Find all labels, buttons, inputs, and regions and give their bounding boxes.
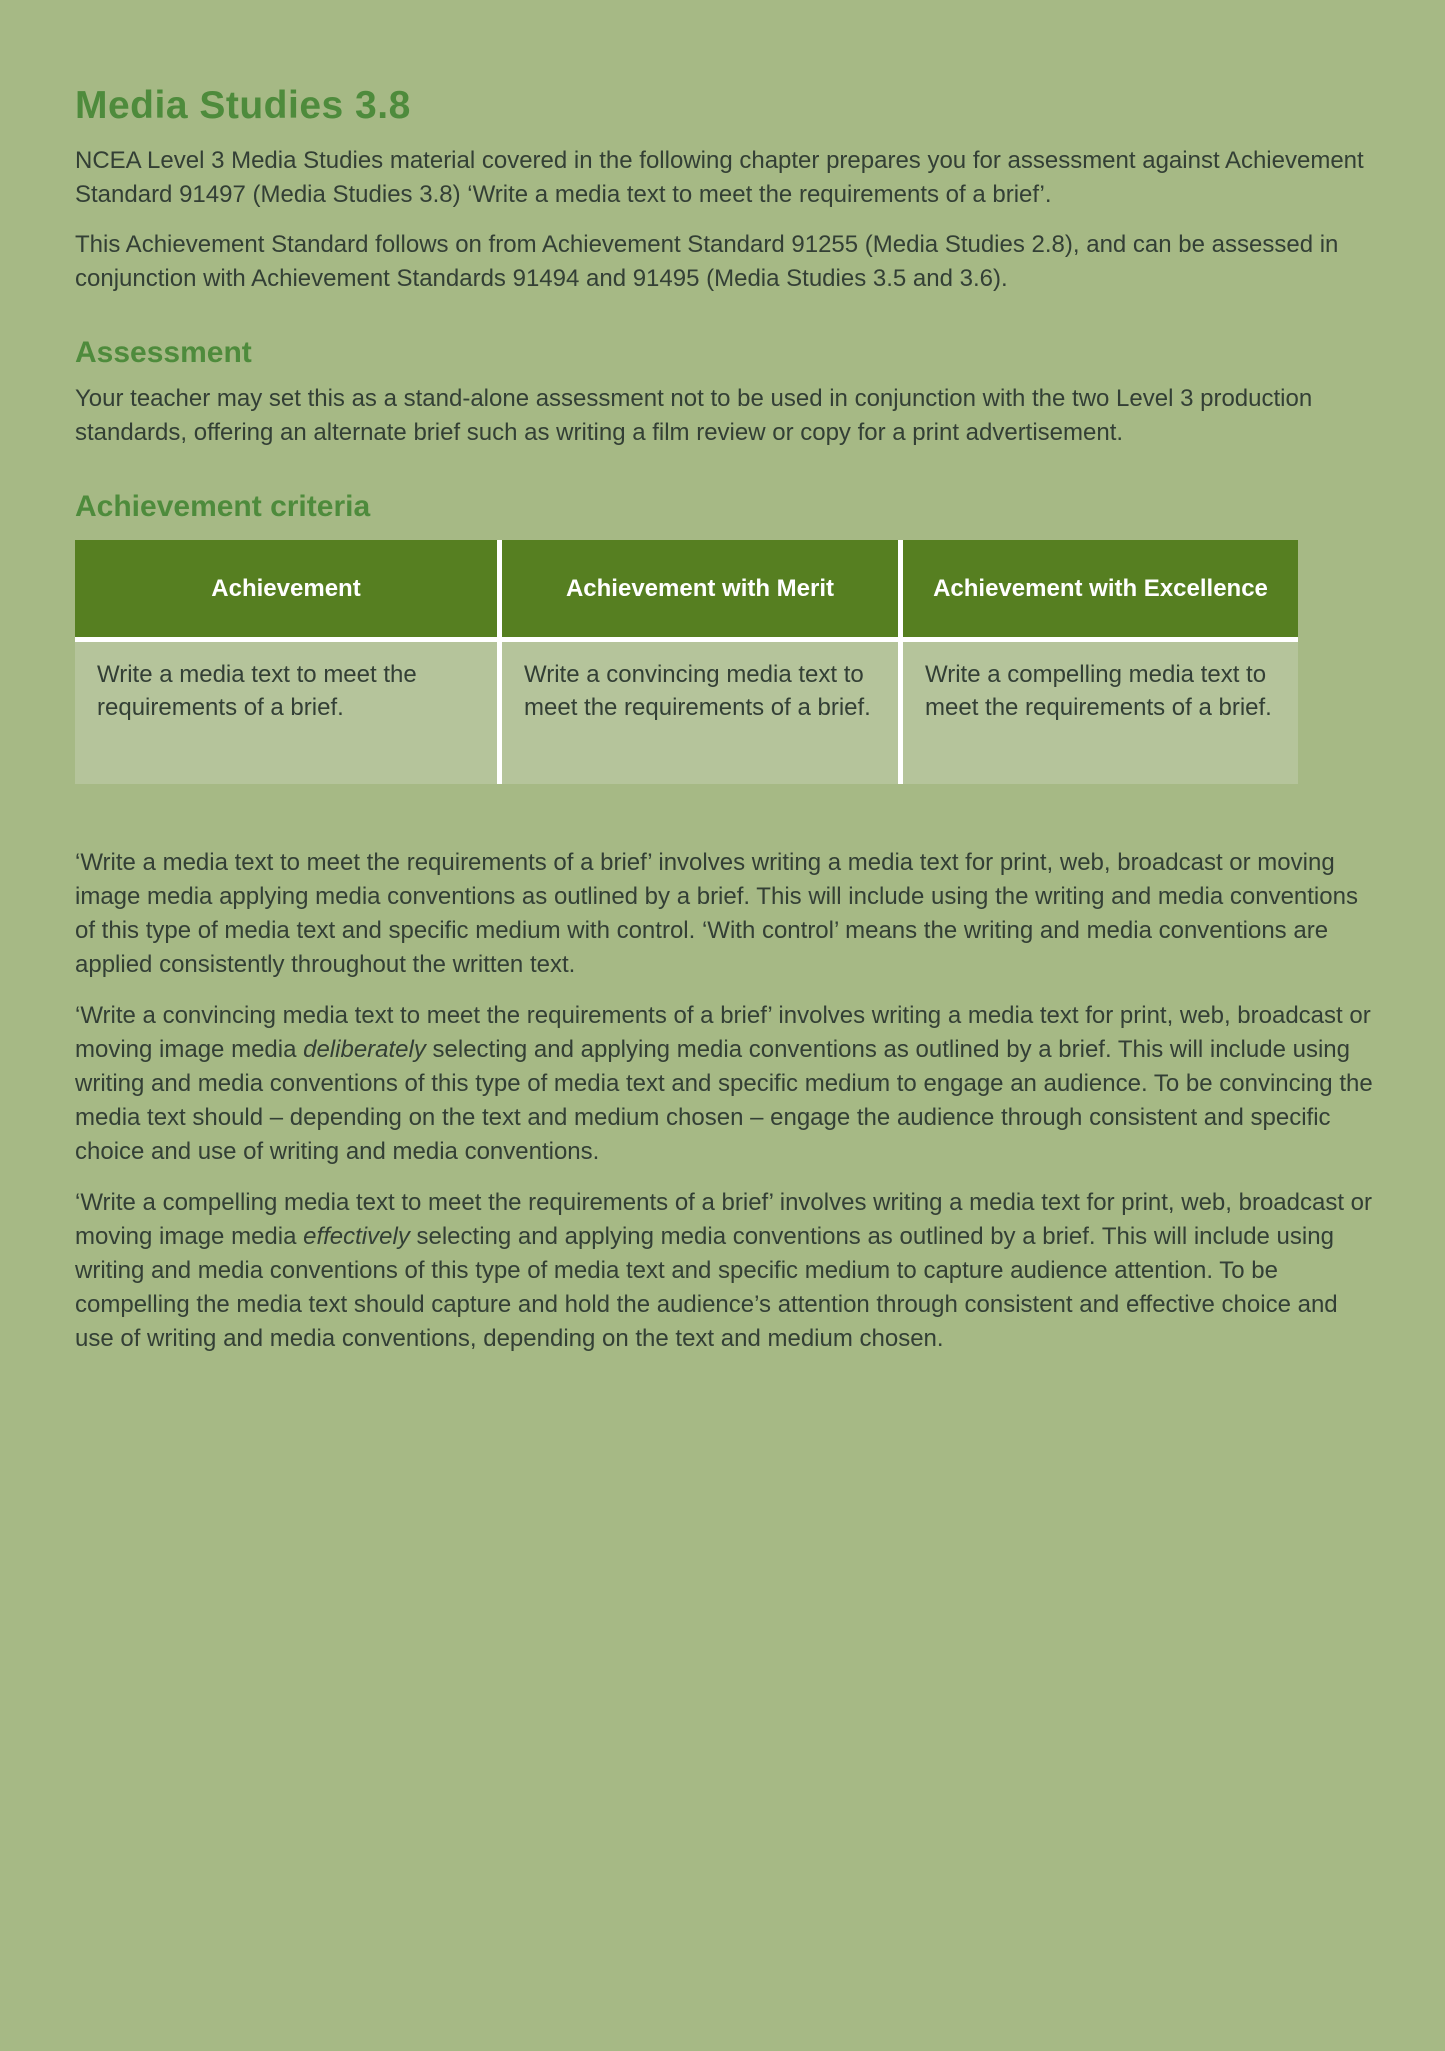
table-header-achievement: Achievement	[75, 540, 497, 637]
table-header-merit: Achievement with Merit	[502, 540, 898, 637]
table-cell-merit: Write a convincing media text to meet the requirements of a brief.	[502, 642, 898, 784]
table-header-excellence: Achievement with Excellence	[903, 540, 1298, 637]
explanation-excellence: ‘Write a compelling media text to meet the requirements of a brief’ involves writing a media text for print, web, broadcast or moving image media effectively selecting and applying media conventions as outlined by a brief. This will include using writing and media conventions of this type of media text and specific medium to capture audience attention. To be compelling the media text should capture and hold the audience’s attention through consistent and effective choice and use of writing and media conventions, depending on the text and medium chosen.	[75, 1189, 1373, 1352]
criteria-explanations	[75, 846, 1380, 1356]
table-cell-achievement: Write a media text to meet the requirements of a brief.	[75, 642, 497, 784]
intro-paragraph-2: This Achievement Standard follows on from Achievement Standard 91255 (Media Studies 2.8), and can be assessed in conjunction with Achievement Standards 91494 and 91495 (Media Studies 3.5 and 3.6).	[75, 231, 1339, 292]
table-cell-excellence: Write a compelling media text to meet the requirements of a brief.	[903, 642, 1298, 784]
explanation-merit: ‘Write a convincing media text to meet the requirements of a brief’ involves writing a media text for print, web, broadcast or moving image media deliberately selecting and applying media conventions as outlined by a brief. This will include using writing and media conventions of this type of media text and specific medium to engage an audience. To be convincing the media text should – depending on the text and medium chosen – engage the audience through consistent and specific choice and use of writing and media conventions.	[75, 1002, 1373, 1165]
explanation-achieved: ‘Write a media text to meet the requirements of a brief’ involves writing a media text for print, web, broadcast or moving image media applying media conventions as outlined by a brief. This will include using the writing and media conventions of this type of media text and specific medium with control. ‘With control’ means the writing and media conventions are applied consistently throughout the written text.	[75, 849, 1358, 978]
page-title: Media Studies 3.8	[75, 84, 411, 127]
assessment-heading: Assessment	[75, 336, 252, 369]
intro-paragraph-1: NCEA Level 3 Media Studies material covered in the following chapter prepares you for assessment against Achievement Standard 91497 (Media Studies 3.8) ‘Write a media text to meet the requirements of a brief’.	[75, 147, 1364, 208]
assessment-paragraph: Your teacher may set this as a stand-alone assessment not to be used in conjunction with the two Level 3 production standards, offering an alternate brief such as writing a film review or copy for a print advertisement.	[75, 385, 1313, 446]
achievement-criteria-table	[75, 540, 1298, 784]
achievement-criteria-heading: Achievement criteria	[75, 490, 371, 523]
